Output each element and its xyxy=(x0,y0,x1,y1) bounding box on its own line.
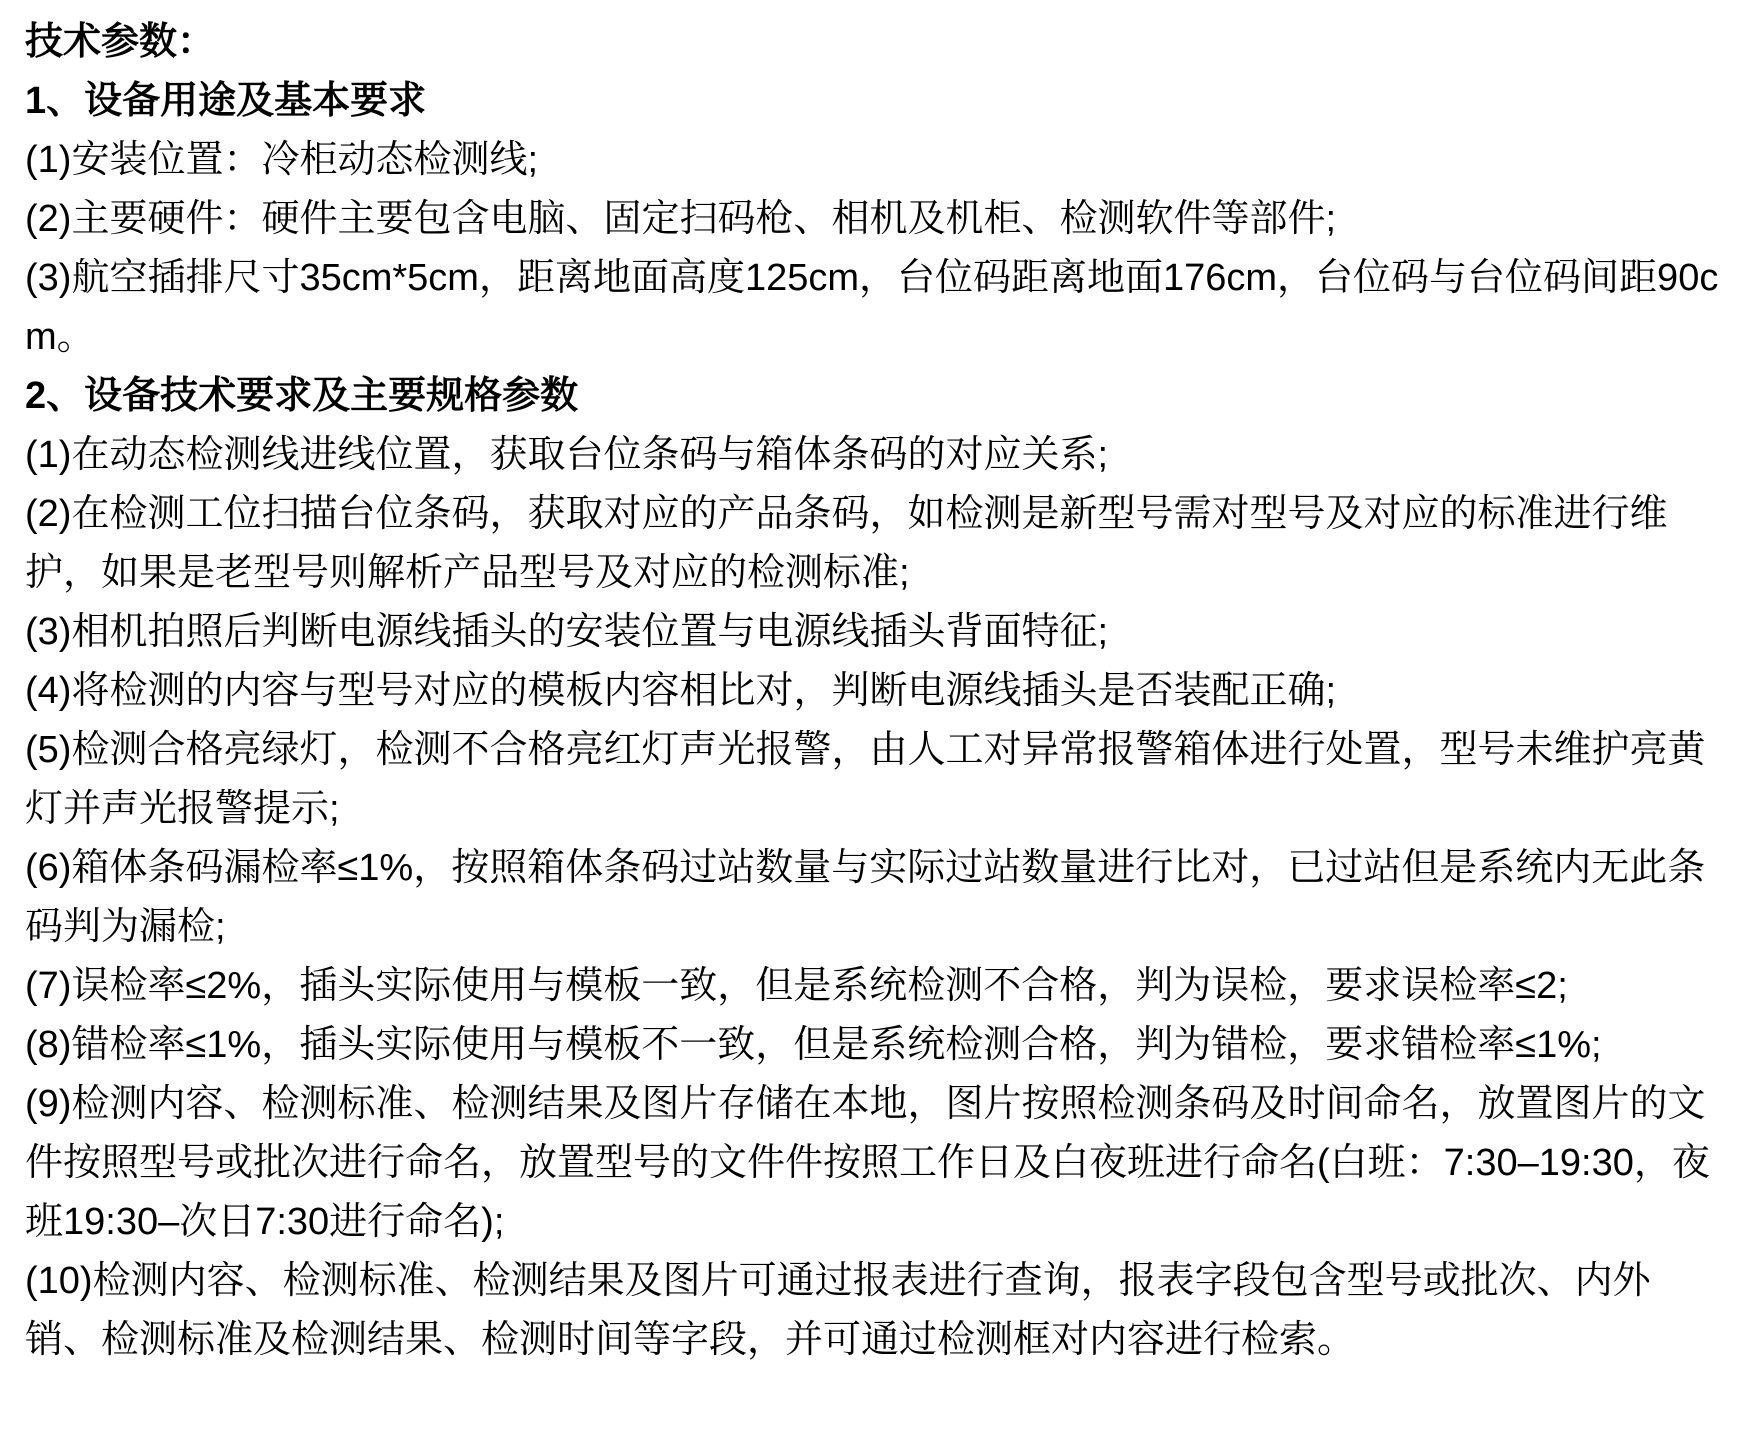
section-2-item-10: (10)检测内容、检测标准、检测结果及图片可通过报表进行查询，报表字段包含型号或批次、内外销、检测标准及检测结果、检测时间等字段，并可通过检测框对内容进行检索。 xyxy=(25,1260,1651,1361)
section-2-item-3: (3)相机拍照后判断电源线插头的安装位置与电源线插头背面特征; xyxy=(25,611,1109,653)
section-2-item-7: (7)误检率≤2%，插头实际使用与模板一致，但是系统检测不合格，判为误检，要求误检率≤2; xyxy=(25,965,1568,1007)
section-2-item-2: (2)在检测工位扫描台位条码，获取对应的产品条码，如检测是新型号需对型号及对应的标准进行维护，如果是老型号则解析产品型号及对应的检测标准; xyxy=(25,493,1668,594)
section-1-item-2: (2)主要硬件：硬件主要包含电脑、固定扫码枪、相机及机柜、检测软件等部件; xyxy=(25,198,1337,240)
section-2-item-6: (6)箱体条码漏检率≤1%，按照箱体条码过站数量与实际过站数量进行比对，已过站但是系统内无此条码判为漏检; xyxy=(25,847,1706,948)
section-2-item-5: (5)检测合格亮绿灯，检测不合格亮红灯声光报警，由人工对异常报警箱体进行处置，型号未维护亮黄灯并声光报警提示; xyxy=(25,729,1706,830)
section-1-item-3: (3)航空插排尺寸35cm*5cm，距离地面高度125cm，台位码距离地面176cm，台位码与台位码间距90cm。 xyxy=(25,257,1719,358)
section-1-item-1: (1)安装位置：冷柜动态检测线; xyxy=(25,139,539,181)
section-2-item-8: (8)错检率≤1%，插头实际使用与模板不一致，但是系统检测合格，判为错检，要求错检率≤1%; xyxy=(25,1024,1602,1066)
section-2-item-4: (4)将检测的内容与型号对应的模板内容相比对，判断电源线插头是否装配正确; xyxy=(25,670,1337,712)
section-2-item-1: (1)在动态检测线进线位置，获取台位条码与箱体条码的对应关系; xyxy=(25,434,1109,476)
document-title: 技术参数： xyxy=(25,21,216,63)
section-2-heading: 2、设备技术要求及主要规格参数 xyxy=(25,375,579,417)
section-2-item-9: (9)检测内容、检测标准、检测结果及图片存储在本地，图片按照检测条码及时间命名，放置图片的文件按照型号或批次进行命名，放置型号的文件件按照工作日及白夜班进行命名(白班：7:30–19:30，夜班19:30–次日7:30进行命名); xyxy=(25,1083,1710,1243)
section-1-heading: 1、设备用途及基本要求 xyxy=(25,80,427,122)
